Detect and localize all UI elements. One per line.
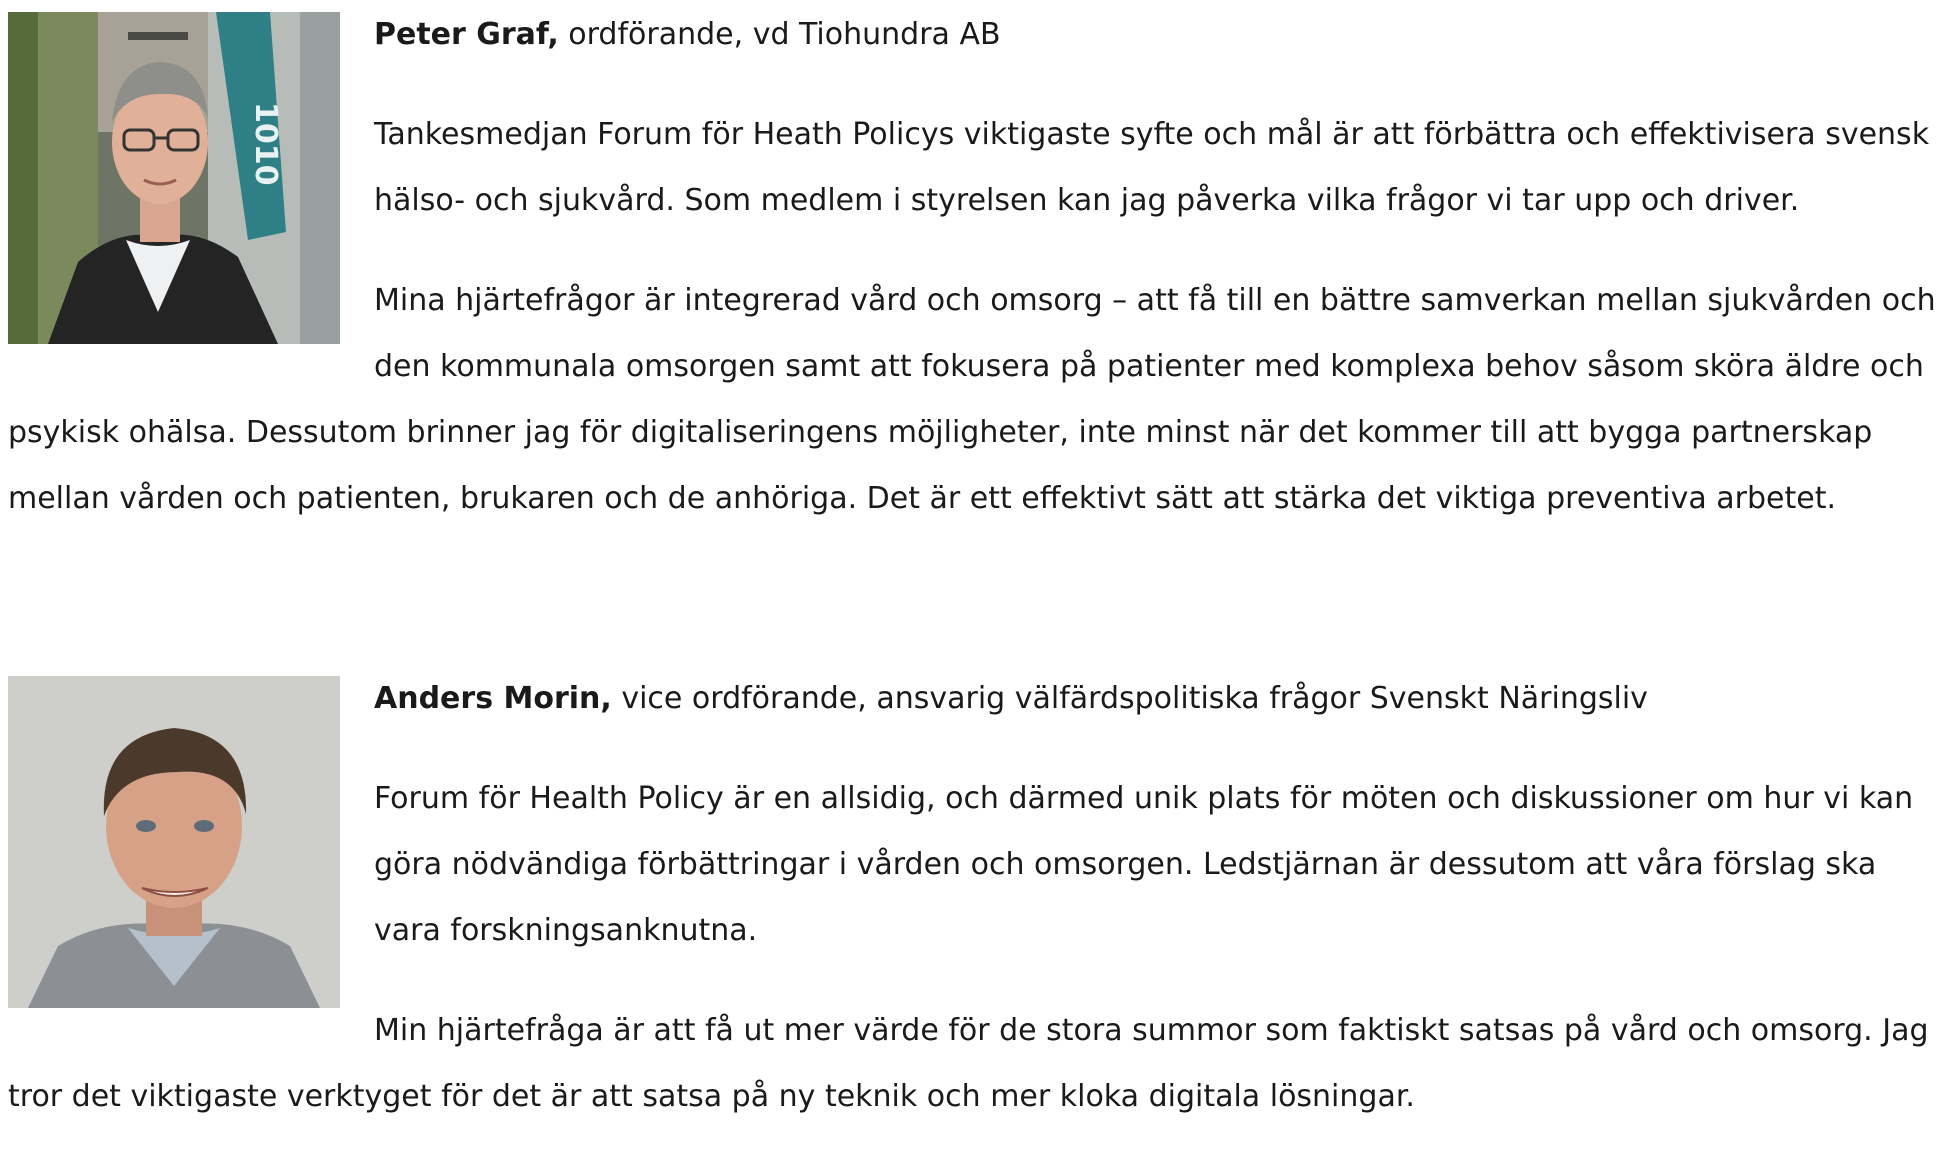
member-name: Anders Morin, (374, 681, 612, 716)
member-paragraph: Tankesmedjan Forum för Heath Policys viktigaste syfte och mål är att förbättra och effektivisera svensk hälso- och sjukvård. Som medlem i styrelsen kan jag påverka vilka frågor vi tar upp och driver. (374, 117, 1930, 218)
member-name: Peter Graf, (374, 17, 559, 52)
member-anders-morin (8, 676, 1940, 1164)
banner-text: 1010 (248, 102, 283, 186)
member-role: vice ordförande, ansvarig välfärdspolitiska frågor Svenskt Näringsliv (611, 681, 1648, 716)
member-paragraph: Forum för Health Policy är en allsidig, och därmed unik plats för möten och diskussioner om hur vi kan göra nödvändiga förbättringar i vården och omsorgen. Ledstjärnan är dessutom att våra förslag ska vara forskningsanknutna. (374, 781, 1914, 948)
member-peter-graf (8, 12, 1940, 566)
portrait-photo (8, 12, 340, 344)
portrait-photo (8, 676, 340, 1008)
member-paragraph: Mina hjärtefrågor är integrerad vård och omsorg – att få till en bättre samverkan mellan sjukvården och den kommunala omsorgen samt att fokusera på patienter med komplexa behov såsom sköra äldre och psykisk ohälsa. Dessutom brinner jag för digitaliseringens möjligheter, inte minst när det kommer till att bygga partnerskap mellan vården och patienten, brukaren och de anhöriga. Det är ett effektivt sätt att stärka det viktiga preventiva arbetet. (8, 283, 1936, 516)
member-paragraph: Min hjärtefråga är att få ut mer värde för de stora summor som faktiskt satsas på vård och omsorg. Jag tror det viktigaste verktyget för det är att satsa på ny teknik och mer kloka digitala lösningar. (8, 1013, 1929, 1114)
member-role: ordförande, vd Tiohundra AB (558, 17, 1001, 52)
